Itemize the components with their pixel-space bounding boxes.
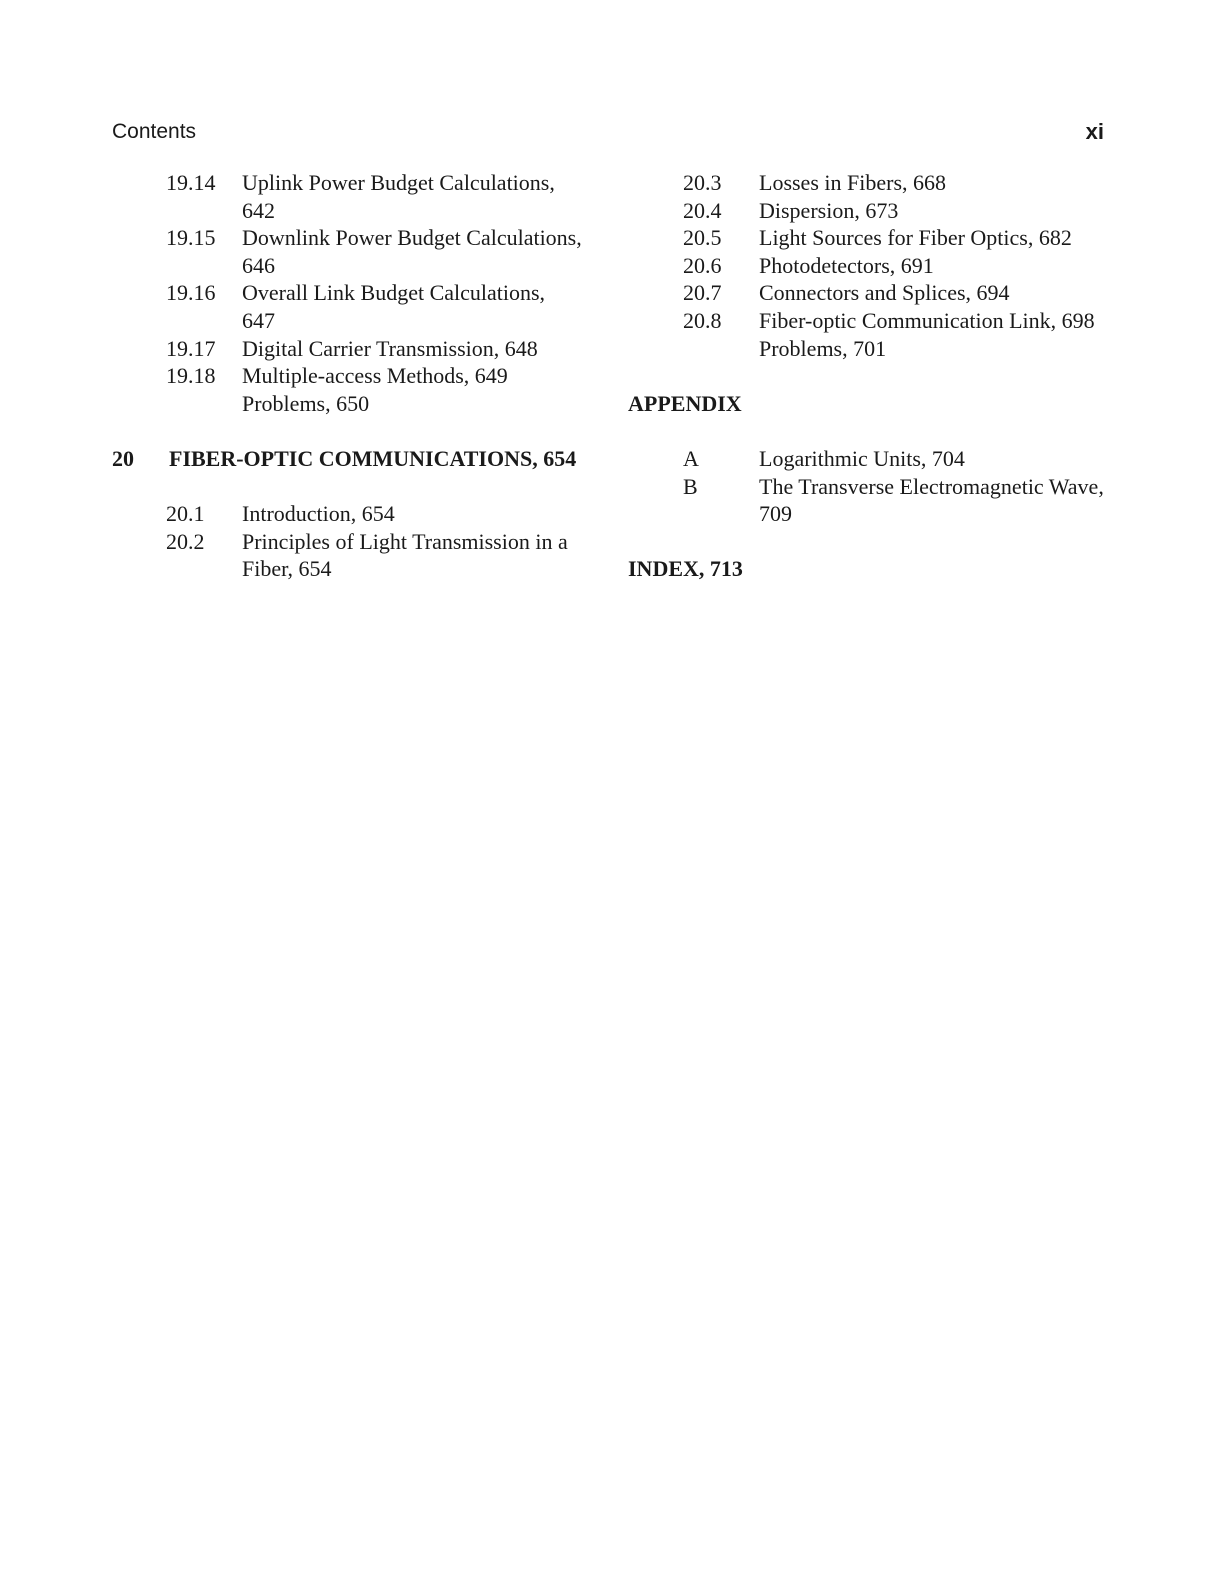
toc-entry[interactable]: [628, 307, 1108, 335]
toc-entry-title: Light Sources for Fiber Optics, 682: [759, 225, 1072, 251]
toc-entry[interactable]: [628, 169, 1108, 197]
toc-entry[interactable]: [628, 252, 1108, 280]
toc-entry-title: Photodetectors, 691: [759, 252, 934, 278]
toc-entry-title: Downlink Power Budget Calculations, 646: [242, 225, 582, 278]
toc-entry[interactable]: [628, 473, 1108, 528]
toc-entry-number: 20.3: [683, 170, 722, 195]
toc-entry-title: Overall Link Budget Calculations, 647: [242, 280, 546, 333]
appendix-heading[interactable]: APPENDIX: [628, 390, 742, 416]
toc-entry[interactable]: [628, 197, 1108, 225]
toc-chapter-heading[interactable]: [112, 445, 582, 473]
toc-entry[interactable]: [112, 362, 582, 390]
toc-entry-number: 19.16: [166, 280, 216, 306]
toc-entry-title: Losses in Fibers, 668: [759, 170, 946, 195]
index-heading[interactable]: INDEX, 713: [628, 556, 743, 582]
toc-entry-number: 20.7: [683, 280, 722, 306]
toc-entry-title: Uplink Power Budget Calculations, 642: [242, 170, 555, 223]
toc-entry-number: A: [683, 445, 699, 471]
toc-left-column: [112, 169, 582, 583]
toc-entry-title: The Transverse Electromagnetic Wave, 709: [759, 473, 1104, 527]
toc-entry[interactable]: [112, 390, 582, 418]
toc-entry-title: Multiple-access Methods, 649: [242, 363, 508, 389]
toc-entry-title: Digital Carrier Transmission, 648: [242, 335, 538, 361]
toc-entry-title: Problems, 650: [242, 390, 370, 416]
toc-entry-number: 20.6: [683, 252, 722, 278]
toc-entry[interactable]: [112, 500, 582, 528]
toc-entry-number: 20.8: [683, 307, 722, 333]
toc-entry[interactable]: [628, 224, 1108, 252]
toc-entry-number: 19.15: [166, 225, 216, 251]
toc-entry[interactable]: [628, 335, 1108, 363]
running-head: Contents: [112, 120, 197, 143]
toc-entry-number: 20.5: [683, 225, 722, 251]
toc-entry-title: Fiber-optic Communication Link, 698: [759, 307, 1095, 333]
toc-entry-title: Problems, 701: [759, 335, 887, 361]
toc-entry-number: 20.1: [166, 501, 205, 527]
toc-entry-title: Principles of Light Transmission in a Fiber, 654: [242, 528, 568, 582]
toc-entry-title: Introduction, 654: [242, 501, 395, 527]
chapter-title: FIBER-OPTIC COMMUNICATIONS, 654: [169, 445, 577, 471]
toc-entry[interactable]: [112, 528, 582, 583]
toc-entry[interactable]: [628, 279, 1108, 307]
toc-entry[interactable]: [112, 169, 582, 224]
toc-entry-title: Logarithmic Units, 704: [759, 445, 965, 471]
toc-right-column: [628, 169, 1108, 583]
toc-entry[interactable]: [112, 335, 582, 363]
toc-entry[interactable]: [628, 445, 1108, 473]
toc-entry[interactable]: [112, 224, 582, 279]
chapter-number: 20: [112, 445, 134, 471]
toc-entry[interactable]: [112, 279, 582, 334]
toc-entry-number: 20.4: [683, 197, 722, 223]
toc-entry-number: B: [683, 473, 698, 499]
toc-entry-title: Connectors and Splices, 694: [759, 280, 1010, 306]
toc-entry-number: 19.17: [166, 335, 216, 361]
page-number: xi: [1085, 119, 1104, 144]
toc-entry-number: 20.2: [166, 528, 205, 554]
toc-entry-title: Dispersion, 673: [759, 197, 899, 223]
toc-entry-number: 19.14: [166, 170, 216, 195]
toc-entry-number: 19.18: [166, 363, 216, 389]
